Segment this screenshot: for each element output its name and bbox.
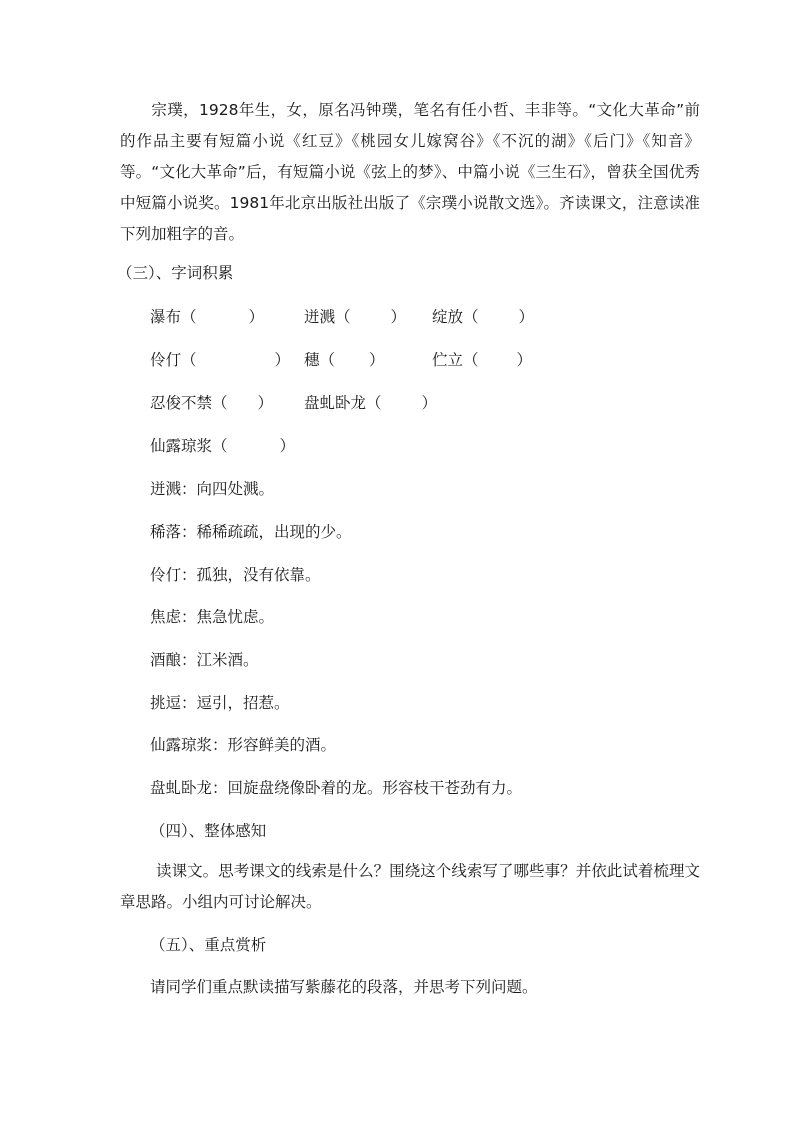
item-zhuli-label: 伫立（ bbox=[432, 351, 479, 369]
item-pubu-close: ） bbox=[248, 308, 265, 326]
section4-heading: （四）、整体感知 bbox=[150, 822, 267, 840]
item-pubu-label: 瀑布（ bbox=[150, 308, 197, 326]
item-lingding-label: 伶仃（ bbox=[150, 351, 197, 369]
definition-item: 迸溅：向四处溅。 bbox=[150, 480, 275, 498]
definition-item: 酒酿：江米酒。 bbox=[150, 651, 259, 669]
item-zhanfang-label: 绽放（ bbox=[432, 308, 479, 326]
item-zhanfang-close: ） bbox=[518, 308, 535, 326]
item-renjunbujin-label: 忍俊不禁（ bbox=[150, 394, 228, 412]
item-xianlu-label: 仙露琼浆（ bbox=[150, 437, 228, 455]
intro-text: 宗璞，1928年生，女，原名冯钟璞，笔名有任小哲、丰非等。“文化大革命”前的作品主要有短篇小说《红豆》《桃园女儿嫁窝谷》《不沉的湖》《后门》《知音》等。“文化大革命”后，有短篇小说《弦上的梦》、中篇小说《三生石》，曾获全国优秀中短篇小说奖。1981年北京出版社出版了《宗璞小说散文选》。齐读课文，注意读准下列加粗字的音。 bbox=[120, 101, 700, 243]
section4-body bbox=[120, 856, 700, 918]
item-sui bbox=[304, 349, 385, 371]
section5-body: 请同学们重点默读描写紫藤花的段落，并思考下列问题。 bbox=[150, 978, 538, 996]
item-zhuli bbox=[432, 349, 532, 371]
definition-item: 焦虑：焦急忧虑。 bbox=[150, 608, 275, 626]
definition-item: 盘虬卧龙：回旋盘绕像卧着的龙。形容枝干苍劲有力。 bbox=[150, 779, 523, 797]
section3-heading: （三）、字词积累 bbox=[117, 264, 234, 282]
item-renjunbujin-close: ） bbox=[257, 394, 274, 412]
item-bengjian-close: ） bbox=[390, 308, 407, 326]
item-sui-close: ） bbox=[369, 351, 385, 369]
item-panqiwolong-close: ） bbox=[421, 394, 438, 412]
item-zhuli-close: ） bbox=[516, 351, 533, 369]
definition-item: 伶仃：孤独，没有依靠。 bbox=[150, 566, 321, 584]
definition-item: 稀落：稀稀疏疏，出现的少。 bbox=[150, 523, 352, 541]
section5-heading: （五）、重点赏析 bbox=[150, 936, 267, 954]
intro-paragraph bbox=[120, 95, 700, 250]
item-bengjian bbox=[304, 306, 406, 328]
item-panqiwolong-label: 盘虬卧龙（ bbox=[304, 394, 382, 412]
item-xianlu-close: ） bbox=[279, 437, 296, 455]
section4-body-text: 读课文。思考课文的线索是什么？围绕这个线索写了哪些事？并依此试着梳理文章思路。小组内可讨论解决。 bbox=[120, 862, 700, 911]
item-zhanfang bbox=[432, 306, 534, 328]
definition-item: 挑逗：逗引，招惹。 bbox=[150, 694, 290, 712]
item-xianlu bbox=[150, 435, 295, 457]
item-bengjian-label: 迸溅（ bbox=[304, 308, 351, 326]
item-panqiwolong bbox=[304, 392, 437, 414]
item-renjunbujin bbox=[150, 392, 273, 414]
item-lingding bbox=[150, 349, 290, 371]
definition-item: 仙露琼浆：形容鲜美的酒。 bbox=[150, 736, 337, 754]
item-pubu bbox=[150, 306, 264, 328]
item-sui-label: 穗（ bbox=[304, 351, 336, 369]
item-lingding-close: ） bbox=[274, 351, 291, 369]
